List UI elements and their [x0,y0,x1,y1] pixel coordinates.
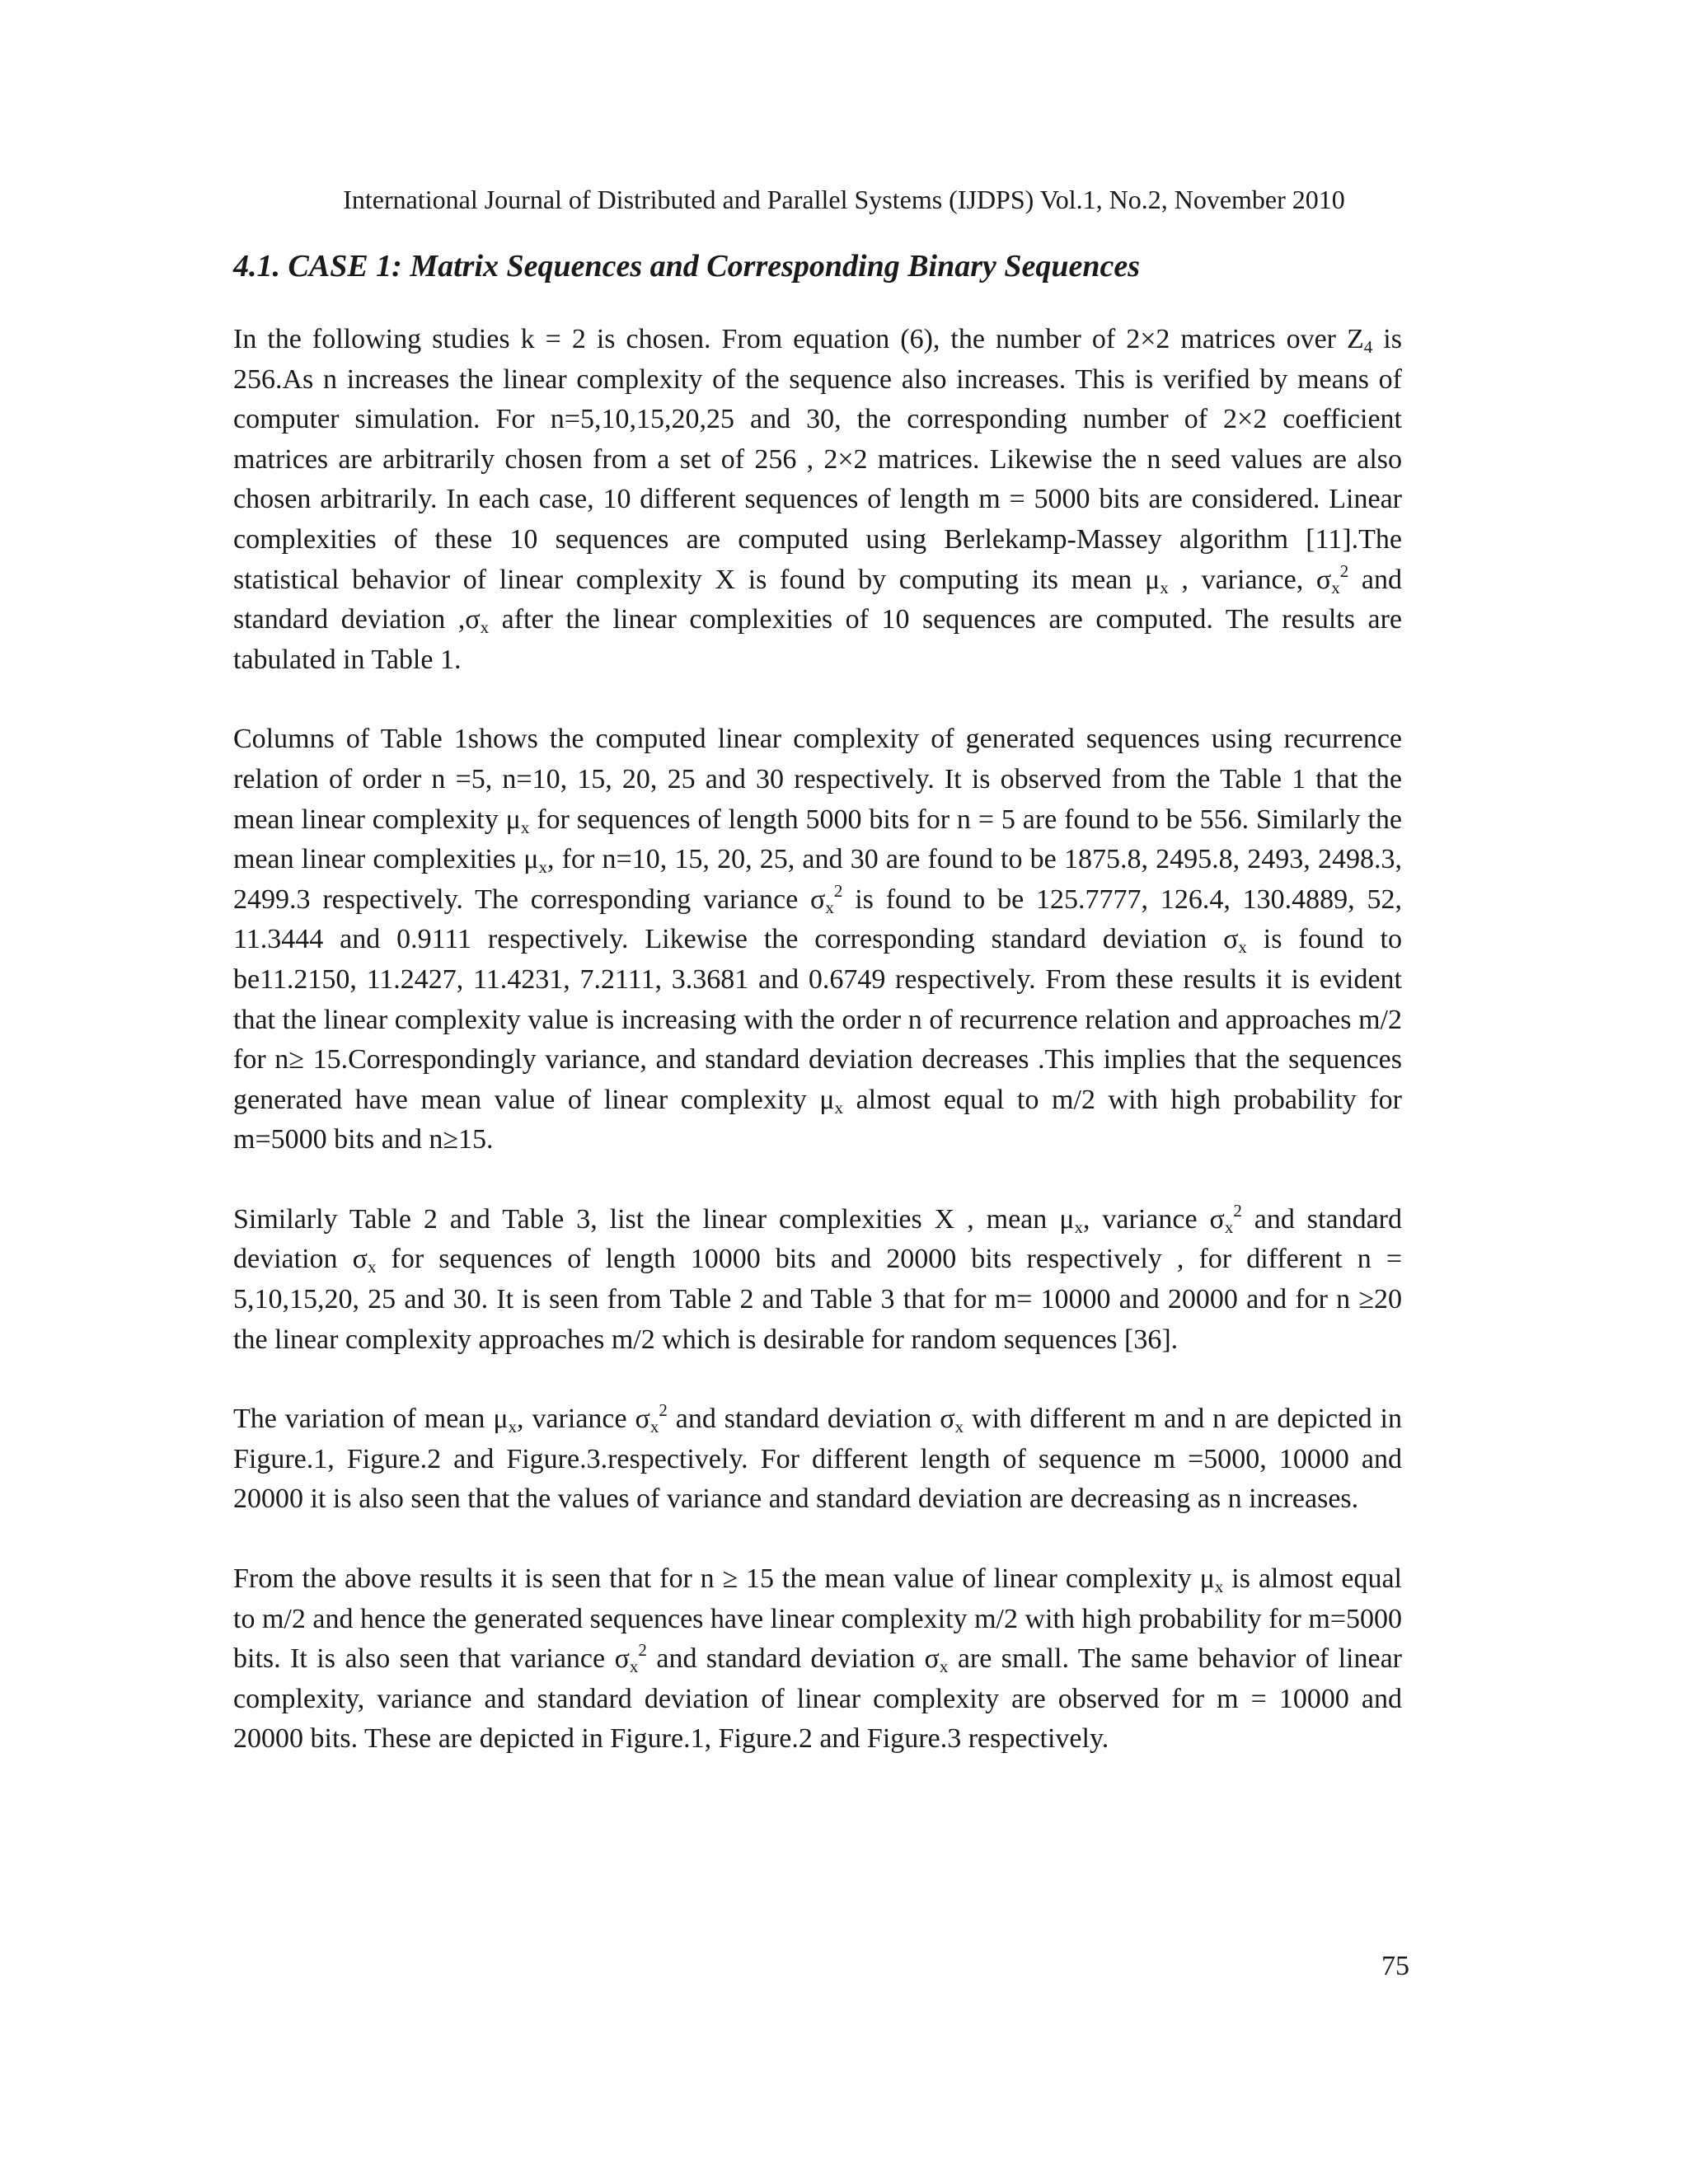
paragraph-5: From the above results it is seen that for n ≥ 15 the mean value of linear complexity $\mu_x$ is almost equal to m/2 and hence the generated sequences have linear complexity m/2 with high probability for m=5000 bits. It is also seen that variance $\sigma_x^2$ and standard deviation $\sigma_x$ are small. The same behavior of linear complexity, variance and standard deviation of linear complexity are observed for m = 10000 and 20000 bits. These are depicted in Figure.1, Figure.2 and Figure.3 respectively. [233,1563,1402,1755]
paragraph-4: The variation of mean $\mu_x$, variance $\sigma_x^2$ and standard deviation $\sigma_x$ with different m and n are depicted in Figure.1, Figure.2 and Figure.3.respectively. For different length of sequence m =5000, 10000 and 20000 it is also seen that the values of variance and standard deviation are decreasing as n increases. [233,1400,1402,1515]
running-header: International Journal of Distributed and Parallel Systems (IJDPS) Vol.1, No.2, November 2010 [343,185,1345,214]
paragraph-2: Columns of Table 1shows the computed linear complexity of generated sequences using recurrence relation of order n =5, n=10, 15, 20, 25 and 30 respectively. It is observed from the Table 1 that the mean linear complexity $\mu_x$ for sequences of length 5000 bits for n = 5 are found to be 556. Similarly the mean linear complexities $\mu_x$, for n=10, 15, 20, 25, and 30 are found to be 1875.8, 2495.8, 2493, 2498.3, 2499.3 respectively. The corresponding variance $\sigma_x^2$ is found to be 125.7777, 126.4, 130.4889, 52, 11.3444 and 0.9111 respectively. Likewise the corresponding standard deviation $\sigma_x$ is found to be11.2150, 11.2427, 11.4231, 7.2111, 3.3681 and 0.6749 respectively. From these results it is evident that the linear complexity value is increasing with the order n of recurrence relation and approaches m/2 for n≥ 15.Correspondingly variance, and standard deviation decreases .This implies that the sequences generated have mean value of linear complexity $\mu_x$ almost equal to m/2 with high probability for m=5000 bits and n≥15. [233,724,1402,1155]
paragraph-1: In the following studies k = 2 is chosen. From equation (6), the number of 2×2 matrices over $Z_4$ is 256.As n increases the linear complexity of the sequence also increases. This is verified by means of computer simulation. For n=5,10,15,20,25 and 30, the corresponding number of 2×2 coefficient matrices are arbitrarily chosen from a set of 256 , 2×2 matrices. Likewise the n seed values are also chosen arbitrarily. In each case, 10 different sequences of length m = 5000 bits are considered. Linear complexities of these 10 sequences are computed using Berlekamp-Massey algorithm [11].The statistical behavior of linear complexity X is found by computing its mean $\mu_x$ , variance, $\sigma_x^2$ and standard deviation $,\sigma_x$ after the linear complexities of 10 sequences are computed. The results are tabulated in Table 1. [233,324,1403,675]
section-heading: 4.1. CASE 1: Matrix Sequences and Corresponding Binary Sequences [233,249,1141,284]
body-text [233,320,1402,1799]
page-number: 75 [1381,1951,1409,1981]
paragraph-3: Similarly Table 2 and Table 3, list the linear complexities X , mean $\mu_x$, variance $\sigma_x^2$ and standard deviation $\sigma_x$ for sequences of length 10000 bits and 20000 bits respectively , for different n = 5,10,15,20, 25 and 30. It is seen from Table 2 and Table 3 that for m= 10000 and 20000 and for n ≥20 the linear complexity approaches m/2 which is desirable for random sequences [36]. [233,1200,1402,1355]
